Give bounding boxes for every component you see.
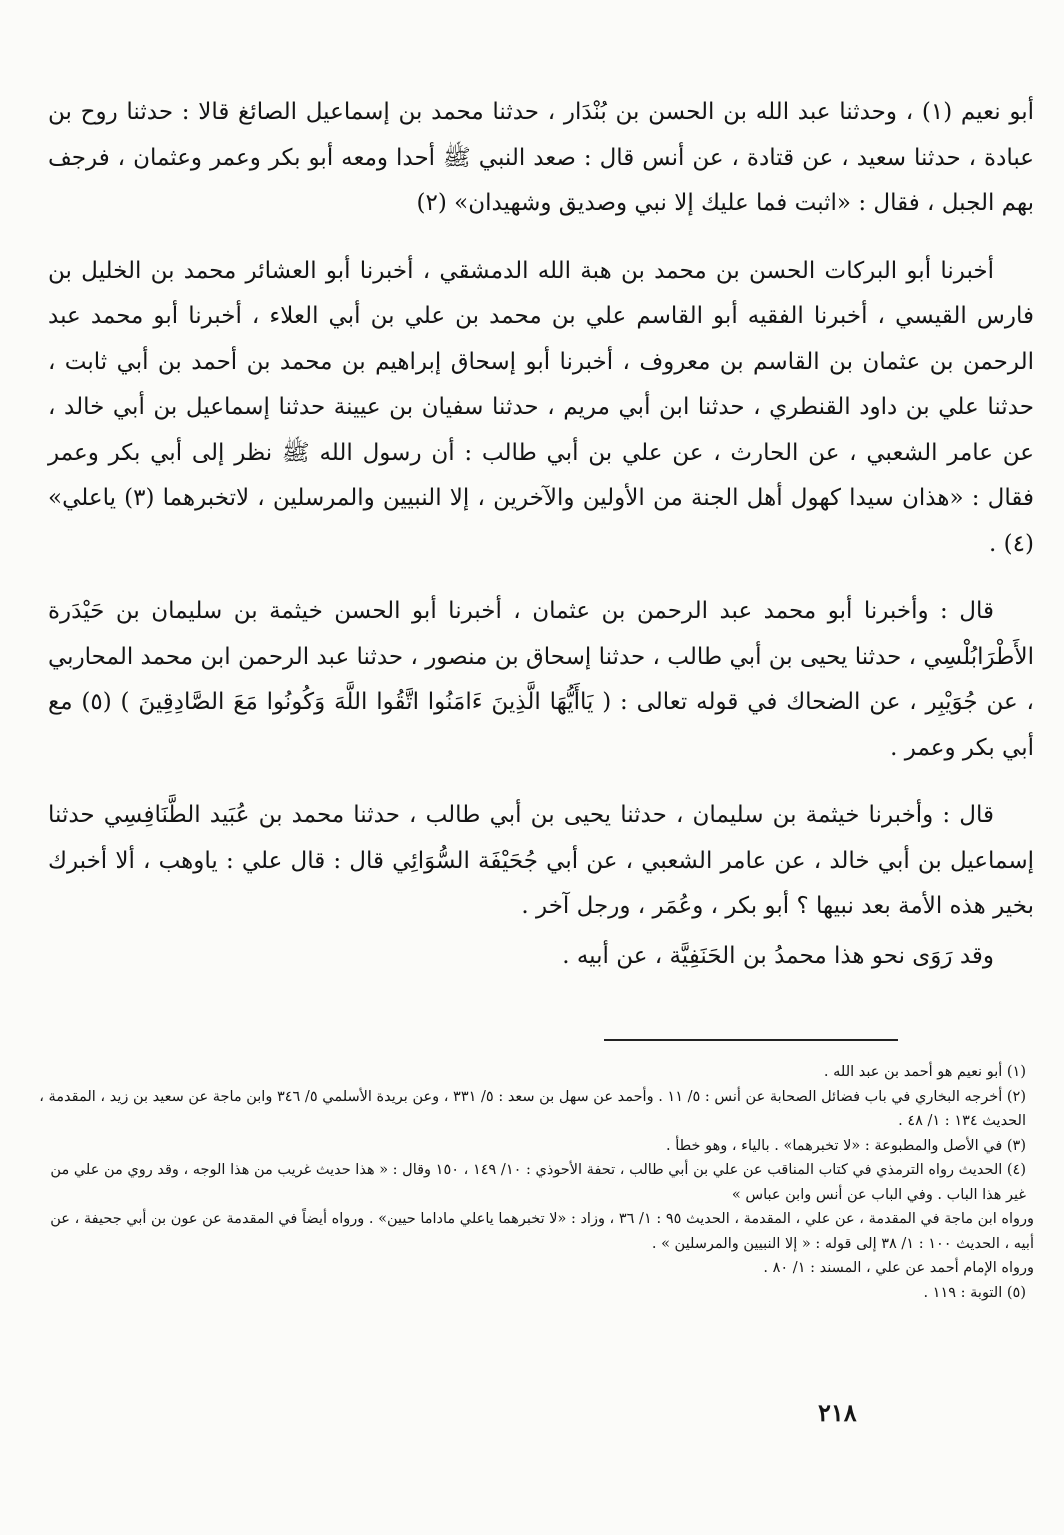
paragraph-1: أبو نعيم (١) ، وحدثنا عبد الله بن الحسن بن بُنْدَار ، حدثنا محمد بن إسماعيل الصائغ قالا : حدثنا روح بن عبادة ، حدثنا سعيد ، عن قتادة ، عن أنس قال : صعد النبي ﷺ أحدا ومعه أبو بكر وعمر وعثمان ، فرجف بهم الجبل ، فقال : «اثبت فما عليك إلا نبي وصديق وشهيدان» (٢) xyxy=(48,99,1035,216)
footnote-5: (٥) التوبة : ١١٩ . xyxy=(923,1284,1026,1301)
footnotes xyxy=(34,1060,1034,1305)
paragraph-3: قال : وأخبرنا أبو محمد عبد الرحمن بن عثمان ، أخبرنا أبو الحسن خيثمة بن سليمان بن حَيْدَرة الأَطْرَابُلْسِي ، حدثنا يحيى بن أبي طالب ، حدثنا إسحاق بن منصور ، حدثنا عبد الرحمن ابن محمد المحاربي ، عن جُوَيْبِر ، عن الضحاك في قوله تعالى : ( يَاأَيُّهَا الَّذِينَ ءَامَنُوا اتَّقُوا اللَّهَ وَكُونُوا مَعَ الصَّادِقِينَ ) (٥) مع أبي بكر وعمر . xyxy=(48,598,1034,761)
page-number: ٢١٨ xyxy=(818,1398,857,1427)
paragraph-4: قال : وأخبرنا خيثمة بن سليمان ، حدثنا يحيى بن أبي طالب ، حدثنا محمد بن عُبَيد الطَّنَافِسِي حدثنا إسماعيل بن أبي خالد ، عن عامر الشعبي ، عن أبي جُحَيْفَة السُّوَائِي قال : قال علي : ياوهب ، ألا أخبرك بخير هذه الأمة بعد نبيها ؟ أبو بكر ، وعُمَر ، ورجل آخر . xyxy=(48,802,1034,919)
footnote-4: (٤) الحديث رواه الترمذي في كتاب المناقب عن علي بن أبي طالب ، تحفة الأحوذي : ١٠/ ١٤٩ ، ١٥٠ وقال : « هذا حديث غريب من هذا الوجه ، وقد روي من علي من غير هذا الباب . وفي الباب عن أنس وابن عباس » xyxy=(50,1162,1026,1203)
footnote-4-continued-2: ورواه الإمام أحمد عن علي ، المسند : ١/ ٨٠ . xyxy=(763,1260,1034,1276)
paragraph-2: أخبرنا أبو البركات الحسن بن محمد بن هبة الله الدمشقي ، أخبرنا أبو العشائر محمد بن الخليل بن فارس القيسي ، أخبرنا الفقيه أبو القاسم علي بن محمد بن علي بن أبي العلاء ، أخبرنا أبو محمد عبد الرحمن بن عثمان بن القاسم بن معروف ، أخبرنا أبو إسحاق إبراهيم بن محمد بن أحمد بن أبي ثابت ، حدثنا علي بن داود القنطري ، حدثنا ابن أبي مريم ، حدثنا سفيان بن عيينة حدثنا إسماعيل بن أبي خالد ، عن عامر الشعبي ، عن الحارث ، عن علي بن أبي طالب : أن رسول الله ﷺ نظر إلى أبي بكر وعمر فقال : «هذان سيدا كهول أهل الجنة من الأولين والآخرين ، إلا النبيين والمرسلين ، لاتخبرهما (٣) ياعلي» (٤) . xyxy=(48,257,1034,557)
paragraph-5: وقد رَوَى نحو هذا محمدُ بن الحَنَفِيَّة ، عن أبيه . xyxy=(562,942,994,969)
footnote-2: (٢) أخرجه البخاري في باب فضائل الصحابة عن أنس : ٥/ ١١ . وأحمد عن سهل بن سعد : ٥/ ٣٣١ ، وعن بريدة الأسلمي ٥/ ٣٤٦ وابن ماجة عن سعيد بن زيد ، المقدمة ، الحديث ١٣٤ : ١/ ٤٨ . xyxy=(39,1088,1026,1129)
footnote-separator xyxy=(604,1039,898,1041)
main-text xyxy=(48,90,1034,1001)
footnote-3: (٣) في الأصل والمطبوعة : «لا تخبرهما» . بالياء ، وهو خطأ . xyxy=(666,1137,1026,1154)
footnote-1: (١) أبو نعيم هو أحمد بن عبد الله . xyxy=(823,1064,1026,1080)
footnote-4-continued: ورواه ابن ماجة في المقدمة ، عن علي ، المقدمة ، الحديث ٩٥ : ١/ ٣٦ ، وزاد : «لا تخبرهما ياعلي ماداما حيين» . ورواه أيضاً في المقدمة عن عون بن أبي جحيفة ، عن أبيه ، الحديث ١٠٠ : ١/ ٣٨ إلى قوله : « إلا النبيين والمرسلين » . xyxy=(50,1211,1034,1252)
